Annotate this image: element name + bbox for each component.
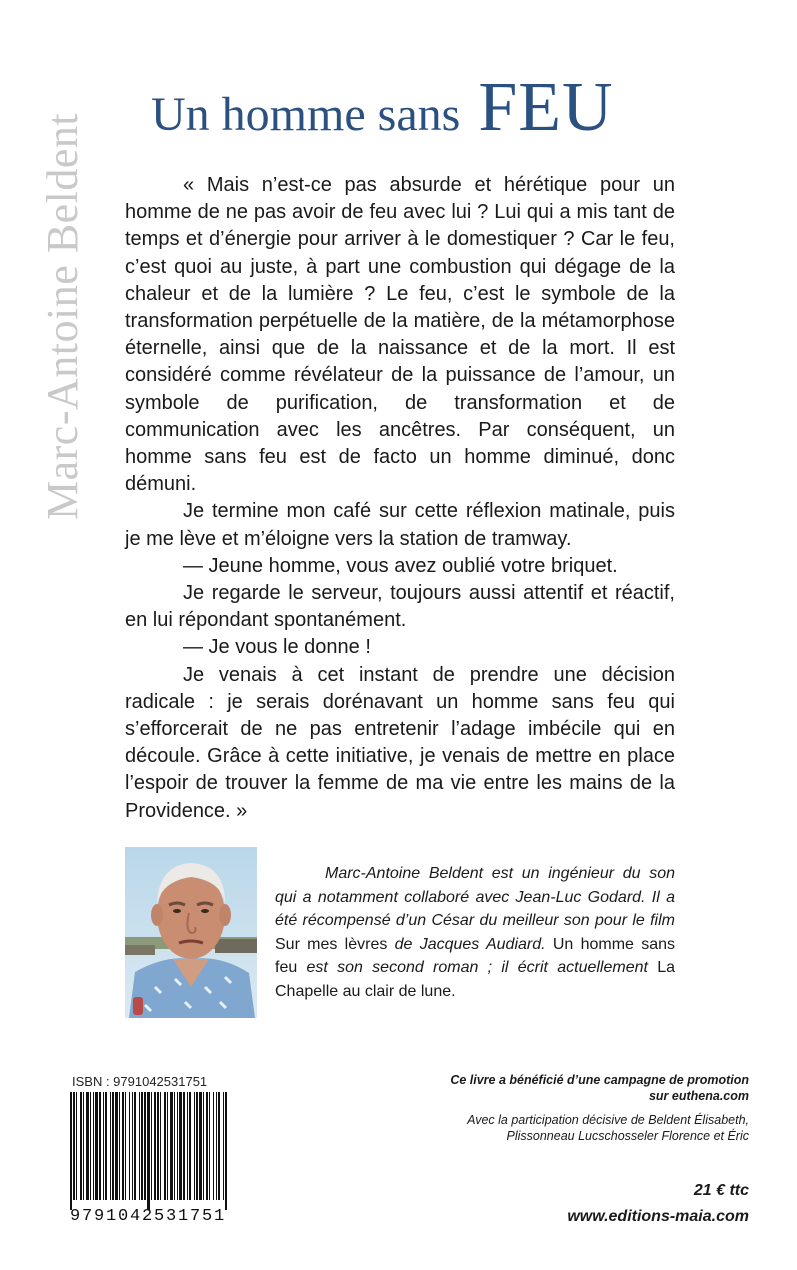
- acknowledgement-line: Avec la participation décisive de Beldent Élisabeth,: [467, 1113, 749, 1127]
- barcode-bar: [112, 1092, 114, 1200]
- barcode-bar: [86, 1092, 89, 1200]
- barcode-digits: 9791042531751: [69, 1207, 227, 1224]
- barcode-bar: [122, 1092, 124, 1200]
- barcode-bar: [132, 1092, 133, 1200]
- isbn-label: ISBN : 9791042531751: [72, 1074, 208, 1089]
- barcode-bar: [174, 1092, 175, 1200]
- barcode-bar: [203, 1092, 204, 1200]
- barcode-bar: [196, 1092, 198, 1200]
- title-part-1: Un homme sans: [151, 88, 461, 141]
- acknowledgement-line: Plissonneau Lucschosseler Florence et Éric: [506, 1129, 749, 1143]
- barcode-bar: [206, 1092, 208, 1200]
- barcode-bar: [160, 1092, 161, 1200]
- barcode-bar: [144, 1092, 146, 1200]
- excerpt-paragraph: Je regarde le serveur, toujours aussi attentif et réactif, en lui répondant spontanément.: [125, 582, 675, 632]
- barcode-bar: [223, 1092, 224, 1200]
- barcode-bar: [179, 1092, 182, 1200]
- bio-text: Marc-Antoine Beldent est un ingénieur du son qui a notamment collaboré avec Jean-Luc Godard. Il a été récompensé d’un César du meilleur son pour le film: [275, 865, 675, 930]
- barcode-bar: [154, 1092, 156, 1200]
- bio-text: de Jacques Audiard.: [387, 935, 546, 953]
- barcode-bar: [225, 1092, 227, 1210]
- barcode-bar: [80, 1092, 82, 1200]
- promotion-notice: [409, 1072, 749, 1144]
- price: 21 € ttc: [693, 1182, 749, 1199]
- barcode-bar: [209, 1092, 210, 1200]
- book-title: [151, 68, 671, 148]
- barcode-bar: [194, 1092, 195, 1200]
- barcode-bar: [218, 1092, 220, 1200]
- barcode-bar: [183, 1092, 185, 1200]
- bio-next-book-title: La Chapelle au clair de lune.: [275, 959, 675, 1000]
- barcode-bar: [134, 1092, 136, 1200]
- barcode-bar: [199, 1092, 202, 1200]
- bio-film-title: Sur mes lèvres: [275, 935, 388, 953]
- barcode-bar: [95, 1092, 98, 1200]
- barcode-bar: [119, 1092, 120, 1200]
- barcode-bar: [147, 1092, 150, 1210]
- barcode-bar: [76, 1092, 77, 1200]
- barcode-bar: [105, 1092, 107, 1200]
- price-block: [567, 1178, 749, 1230]
- barcode-bar: [187, 1092, 188, 1200]
- barcode-bar: [83, 1092, 84, 1200]
- barcode-bar: [129, 1092, 130, 1200]
- promo-line: Ce livre a bénéficié d’une campagne de promotion: [450, 1073, 749, 1087]
- barcode-bar: [115, 1092, 118, 1200]
- barcode-bar: [103, 1092, 104, 1200]
- barcode-bar: [93, 1092, 94, 1200]
- barcode-bar: [125, 1092, 126, 1200]
- barcode-bar: [70, 1092, 72, 1210]
- author-biography: [275, 862, 675, 1004]
- publisher-website: www.editions-maia.com: [567, 1208, 749, 1225]
- barcode-bar: [157, 1092, 159, 1200]
- barcode-bar: [90, 1092, 91, 1200]
- excerpt-paragraph: « Mais n’est-ce pas absurde et hérétique pour un homme de ne pas avoir de feu avec lui ? Lui qui a mis tant de temps et d’énergie pour arriver à le domestiquer ? Car le feu, c’est quoi au juste, à part une combustion qui dégage de la chaleur et de la lumière ? Le feu, c’est le symbole de la transformation perpétuelle de la matière, de la métamorphose éternelle, ainsi que de la naissance et de la mort. Il est considéré comme révélateur de la puissance de l’amour, un symbole de purification, de transformation et de communication avec les ancêtres. Par conséquent, un homme sans feu est de facto un homme diminué, donc démuni.: [125, 174, 675, 496]
- title-part-2: FEU: [478, 69, 614, 146]
- book-excerpt: [125, 172, 675, 825]
- barcode-bar: [167, 1092, 168, 1200]
- barcode-bar: [216, 1092, 217, 1200]
- barcode-bar: [99, 1092, 101, 1200]
- excerpt-paragraph: Je venais à cet instant de prendre une décision radicale : je serais dorénavant un homme sans feu qui s’efforcerait de ne pas entretenir l’adage imbécile qui en découle. Grâce à cette initiative, je venais de mettre en place l’espoir de trouver la femme de ma vie entre les mains de la Providence. »: [125, 663, 675, 822]
- excerpt-paragraph: Je termine mon café sur cette réflexion matinale, puis je me lève et m’éloigne vers la station de tramway.: [125, 500, 675, 550]
- excerpt-paragraph: — Jeune homme, vous avez oublié votre briquet.: [183, 554, 618, 577]
- barcode-bar: [213, 1092, 214, 1200]
- barcode-bar: [141, 1092, 143, 1200]
- bio-text: est son second roman ; il écrit actuellement: [297, 959, 658, 977]
- barcode-bar: [164, 1092, 166, 1200]
- author-photo: [125, 847, 257, 1018]
- barcode-bar: [189, 1092, 191, 1200]
- barcode-bar: [73, 1092, 75, 1200]
- barcode-bar: [139, 1092, 140, 1200]
- barcode-bar: [177, 1092, 178, 1200]
- barcode-bar: [110, 1092, 111, 1200]
- isbn-barcode: [58, 1092, 238, 1224]
- barcode-bar: [170, 1092, 173, 1200]
- bio-book-title: Un homme sans feu: [275, 935, 675, 977]
- promo-line: sur euthena.com: [648, 1089, 749, 1103]
- spine-author-name: Marc-Antoine Beldent: [38, 112, 87, 520]
- excerpt-paragraph: — Je vous le donne !: [183, 636, 371, 659]
- barcode-bar: [151, 1092, 152, 1200]
